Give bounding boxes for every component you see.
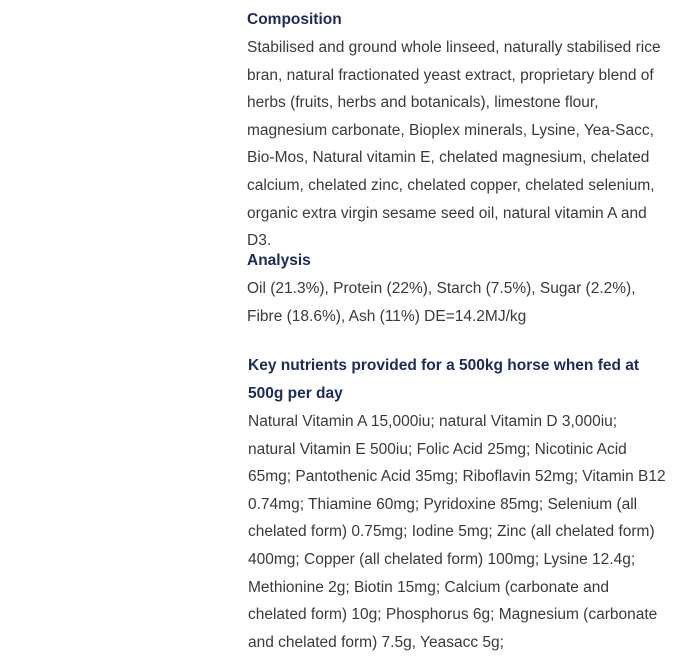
- key-nutrients-text: Natural Vitamin A 15,000iu; natural Vitamin D 3,000iu; natural Vitamin E 500iu; Folic Acid 25mg; Nicotinic Acid 65mg; Pantothenic Acid 35mg; Riboflavin 52mg; Vitamin B12 0.74mg; Thiamine 60mg; Pyridoxine 85mg; Selenium (all chelated form) 0.75mg; Iodine 5mg; Zinc (all chelated form) 400mg; Copper (all chelated form) 100mg; Lysine 12.4g; Methionine 2g; Biotin 15mg; Calcium (carbonate and chelated form) 10g; Phosphorus 6g; Magnesium (carbonate and chelated form) 7.5g, Yeasacc 5g;: [248, 413, 666, 651]
- composition-heading: Composition: [247, 11, 342, 28]
- analysis-text: Oil (21.3%), Protein (22%), Starch (7.5%), Sugar (2.2%), Fibre (18.6%), Ash (11%) DE=14.2MJ/kg: [247, 280, 636, 325]
- composition-text: Stabilised and ground whole linseed, naturally stabilised rice bran, natural fractionated yeast extract, proprietary blend of herbs (fruits, herbs and botanicals), limestone flour, magnesium carbonate, Bioplex minerals, Lysine, Yea-Sacc, Bio-Mos, Natural vitamin E, chelated magnesium, chelated calcium, chelated zinc, chelated copper, chelated selenium, organic extra virgin sesame seed oil, natural vitamin A and D3.: [247, 39, 661, 250]
- analysis-section: [247, 247, 667, 330]
- key-nutrients-section: [248, 352, 668, 656]
- key-nutrients-heading: Key nutrients provided for a 500kg horse when fed at 500g per day: [248, 357, 640, 402]
- analysis-heading: Analysis: [247, 252, 311, 269]
- composition-section: [247, 6, 672, 255]
